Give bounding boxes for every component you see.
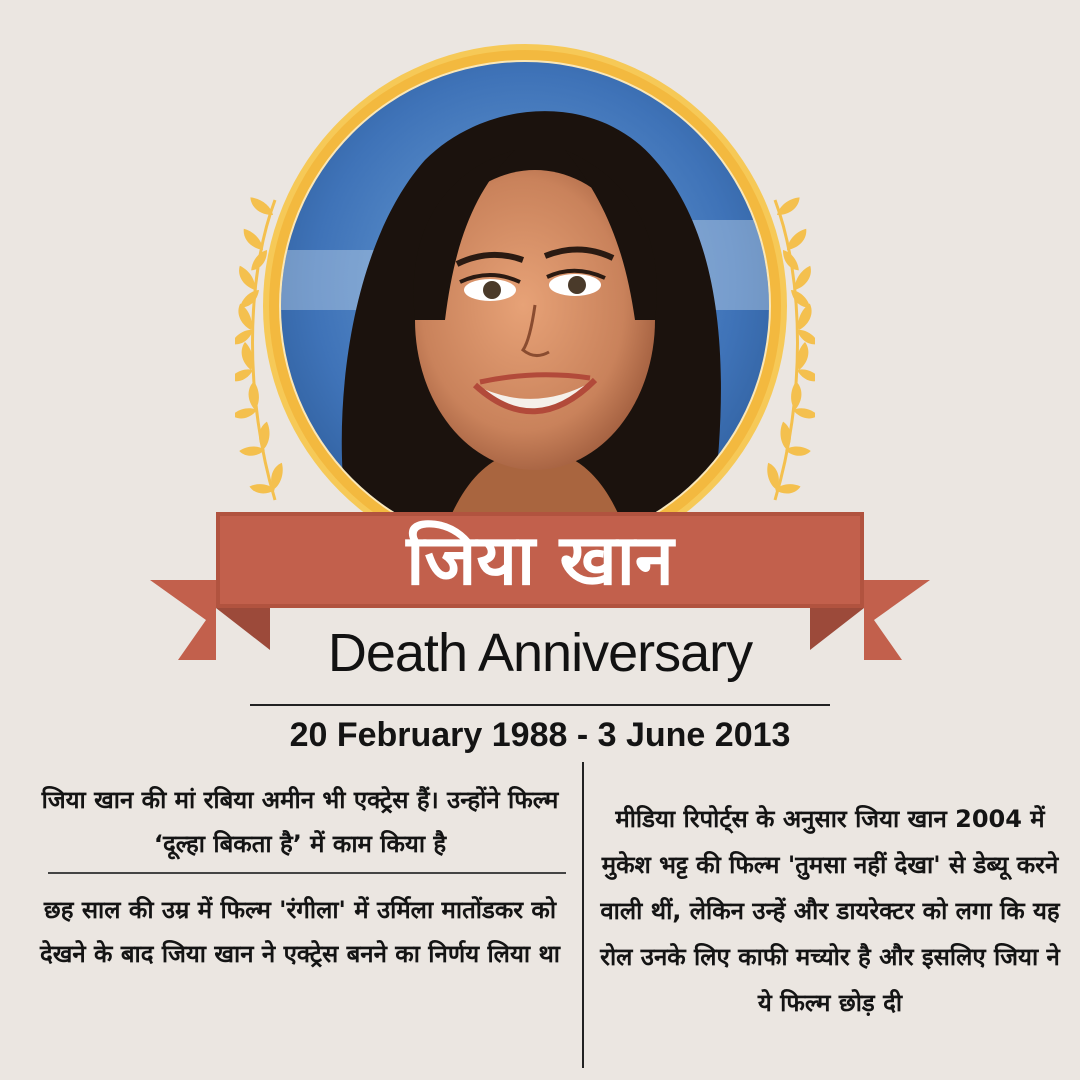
page-title: जिया खान [406,519,674,601]
fact-left-bottom: छह साल की उम्र में फिल्म 'रंगीला' में उर्मिला मातोंडकर को देखने के बाद जिया खान ने एक्ट्रेस बनने का निर्णय लिया था [40,896,560,968]
left-divider [48,872,566,874]
title-banner [216,512,864,608]
divider-top [250,704,830,706]
life-dates: 20 February 1988 - 3 June 2013 [289,716,791,754]
subtitle: Death Anniversary [327,623,753,683]
fact-left-top: जिया खान की मां रबिया अमीन भी एक्ट्रेस हैं। उन्होंने फिल्म ‘दूल्हा बिकता है’ में काम किया है [41,786,559,858]
column-divider [582,762,584,1068]
fact-right: मीडिया रिपोर्ट्स के अनुसार जिया खान 2004 में मुकेश भट्ट की फिल्म 'तुमसा नहीं देखा' से डेब्यू करने वाली थीं, लेकिन उन्हें और डायरेक्टर को लगा कि यह रोल उनके लिए काफी मच्योर है और इसलिए जिया ने ये फिल्म छोड़ दी [600,805,1060,1017]
